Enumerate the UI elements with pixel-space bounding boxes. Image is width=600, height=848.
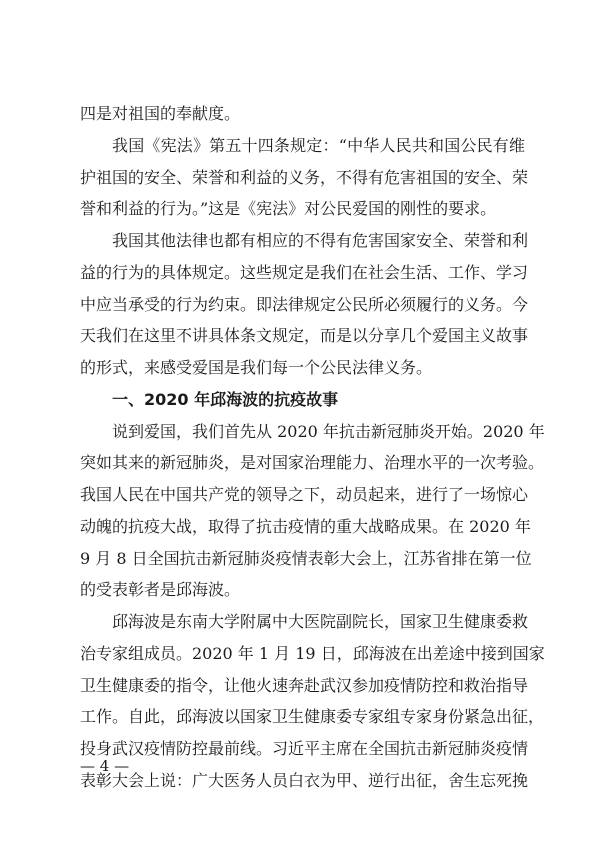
- text-line: 动魄的抗疫大战，取得了抗击疫情的重大战略成果。在 2020 年: [80, 516, 531, 536]
- text-line: 我国人民在中国共产党的领导之下，动员起来，进行了一场惊心: [80, 485, 529, 504]
- text-line: 邱海波是东南大学附属中大医院副院长，国家卫生健康委救: [112, 612, 529, 631]
- text-line: 工作。自此，邱海波以国家卫生健康委专家组专家身份紧急出征，: [80, 707, 545, 727]
- text-line: 天我们在这里不讲具体条文规定，而是以分享几个爱国主义故事: [80, 326, 529, 346]
- text-line: 誉和利益的行为。”这是《宪法》对公民爱国的刚性的要求。: [80, 199, 497, 219]
- text-line: 护祖国的安全、荣誉和利益的义务，不得有危害祖国的安全、荣: [80, 167, 529, 187]
- section-heading: 一、2020 年邱海波的抗疫故事: [112, 389, 339, 409]
- text-line: 中应当承受的行为约束。即法律规定公民所必须履行的义务。今: [80, 294, 529, 314]
- text-line: 表彰大会上说：广大医务人员白衣为甲、逆行出征，舍生忘死挽: [80, 770, 529, 790]
- page-number: — 4 —: [80, 757, 130, 775]
- text-line: 益的行为的具体规定。这些规定是我们在社会生活、工作、学习: [80, 262, 529, 282]
- text-line: 我国《宪法》第五十四条规定：“中华人民共和国公民有维: [112, 135, 525, 155]
- text-line: 卫生健康委的指令，让他火速奔赴武汉参加疫情防控和救治指导: [80, 675, 529, 695]
- text-line: 9 月 8 日全国抗击新冠肺炎疫情表彰大会上，江苏省排在第一位: [80, 548, 532, 568]
- text-line: 治专家组成员。2020 年 1 月 19 日，邱海波在出差途中接到国家: [80, 643, 545, 663]
- text-line: 突如其来的新冠肺炎，是对国家治理能力、治理水平的一次考验。: [80, 453, 545, 473]
- text-line: 的形式，来感受爱国是我们每一个公民法律义务。: [80, 358, 433, 377]
- text-line: 我国其他法律也都有相应的不得有危害国家安全、荣誉和利: [112, 231, 529, 250]
- body-text: [80, 98, 545, 797]
- text-line: 说到爱国，我们首先从 2020 年抗击新冠肺炎开始。2020 年: [112, 421, 545, 441]
- text-line: 的受表彰者是邱海波。: [80, 580, 241, 600]
- text-line: 投身武汉疫情防控最前线。习近平主席在全国抗击新冠肺炎疫情: [80, 739, 529, 758]
- text-line: 四是对祖国的奉献度。: [80, 104, 241, 123]
